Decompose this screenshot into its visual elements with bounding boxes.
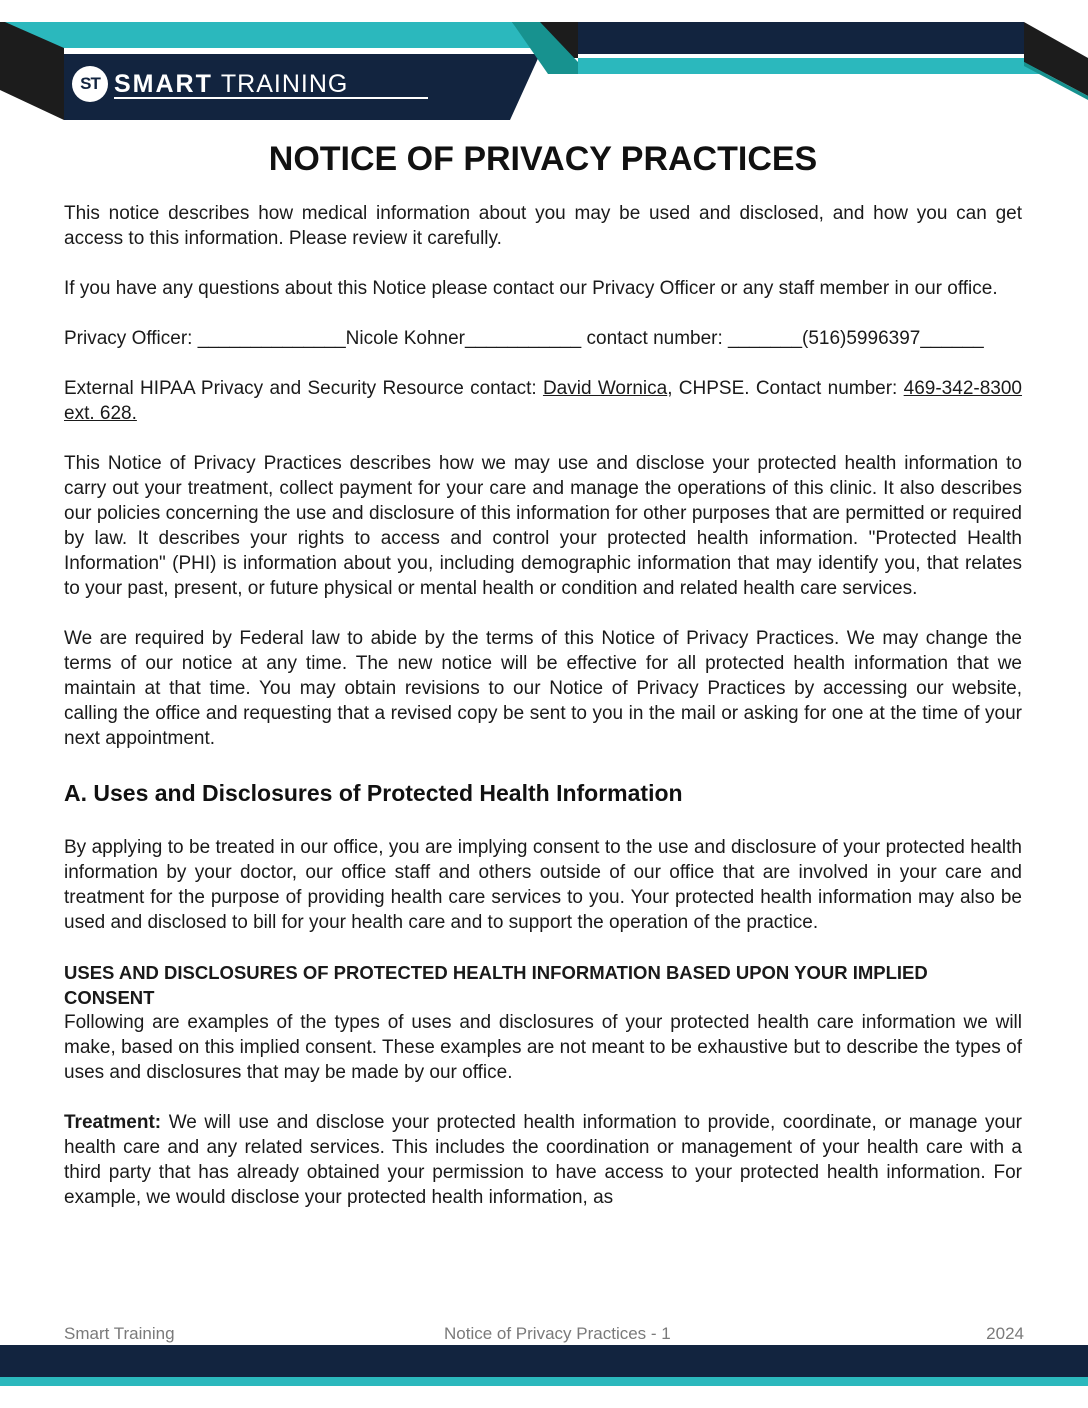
external-contact-mid: , CHPSE. Contact number: bbox=[667, 378, 904, 399]
footer-year: 2024 bbox=[986, 1324, 1024, 1343]
external-contact-name-link[interactable]: David Wornica bbox=[542, 378, 668, 399]
intro-paragraph-3: This Notice of Privacy Practices describes how we may use and disclose your protected health information to carry out your treatment, collect payment for your care and manage the operations of this clinic. It also describes our policies concerning the use and disclosure of this information for other purposes that are permitted or required by law. It describes your rights to access and control your protected health information. "Protected Health Information" (PHI) is information about you, including demographic information that may identify you, that relates to your past, present, or future physical or mental health or condition and related health care services. bbox=[64, 453, 1022, 599]
footer-page-label: Notice of Privacy Practices - 1 bbox=[444, 1324, 671, 1343]
section-a-subheading: USES AND DISCLOSURES OF PROTECTED HEALTH INFORMATION BASED UPON YOUR IMPLIED CONSENT bbox=[64, 962, 928, 1008]
page-title: NOTICE OF PRIVACY PRACTICES bbox=[268, 140, 818, 178]
footer-company: Smart Training bbox=[64, 1324, 175, 1343]
logo-underline bbox=[114, 97, 428, 99]
treatment-paragraph bbox=[64, 1110, 1022, 1210]
header-teal-strip-right bbox=[578, 58, 1052, 74]
treatment-label: Treatment: bbox=[64, 1112, 162, 1133]
document-body bbox=[64, 136, 1022, 1235]
treatment-text: We will use and disclose your protected health information to provide, coordinate, or manage your health care and any related services. This includes the coordination or management of your health care with a third party that has already obtained your permission to have access to your protected health information. For example, we would disclose your protected health information, as bbox=[64, 1112, 1022, 1208]
section-a-paragraph-1: By applying to be treated in our office, you are implying consent to the use and disclosure of your protected health information by your doctor, our office staff and others outside of our office that are involved in your care and treatment for the purpose of providing health care services to you. Your protected health information may also be used and disclosed to bill for your health care and to support the operation of the practice. bbox=[64, 837, 1022, 933]
header-navy-block-right bbox=[578, 22, 1024, 54]
external-contact-prefix: External HIPAA Privacy and Security Resource contact: bbox=[64, 378, 543, 399]
page-footer bbox=[64, 1324, 1024, 1344]
section-a-paragraph-2: Following are examples of the types of uses and disclosures of your protected health care information we will make, based on this implied consent. These examples are not meant to be exhaustive but to describe the types of uses and disclosures that may be made by our office. bbox=[64, 1012, 1022, 1083]
footer-navy-band bbox=[0, 1345, 1088, 1377]
intro-paragraph-2: If you have any questions about this Notice please contact our Privacy Officer or any staff member in our office. bbox=[64, 278, 998, 299]
footer-teal-band bbox=[0, 1377, 1088, 1386]
header-banner bbox=[0, 0, 1088, 130]
external-contact-line bbox=[64, 376, 1022, 426]
external-contact-phone-link[interactable]: 469-342-8300 ext. 628. bbox=[64, 378, 1022, 424]
header-teal-strip-left bbox=[5, 22, 540, 48]
intro-paragraph-1: This notice describes how medical information about you may be used and disclosed, and how you can get access to this information. Please review it carefully. bbox=[64, 203, 1022, 249]
intro-paragraph-4: We are required by Federal law to abide by the terms of this Notice of Privacy Practices. We may change the terms of our notice at any time. The new notice will be effective for all protected health information that we maintain at that time. You may obtain revisions to our Notice of Privacy Practices by accessing our website, calling the office and requesting that a revised copy be sent to you in the mail or asking for one at the time of your next appointment. bbox=[64, 628, 1022, 749]
footer-banner bbox=[0, 1345, 1088, 1408]
section-a-heading: A. Uses and Disclosures of Protected Health Information bbox=[64, 780, 683, 806]
smart-training-logo bbox=[72, 66, 348, 102]
privacy-officer-line: Privacy Officer: ______________Nicole Kohner___________ contact number: _______(516)5996397______ bbox=[64, 328, 984, 349]
header-black-wedge-right bbox=[1024, 22, 1088, 96]
logo-word-smart: SMART bbox=[114, 69, 213, 98]
logo-word-training: TRAINING bbox=[220, 69, 349, 98]
logo-mark-icon: ST bbox=[72, 66, 108, 102]
